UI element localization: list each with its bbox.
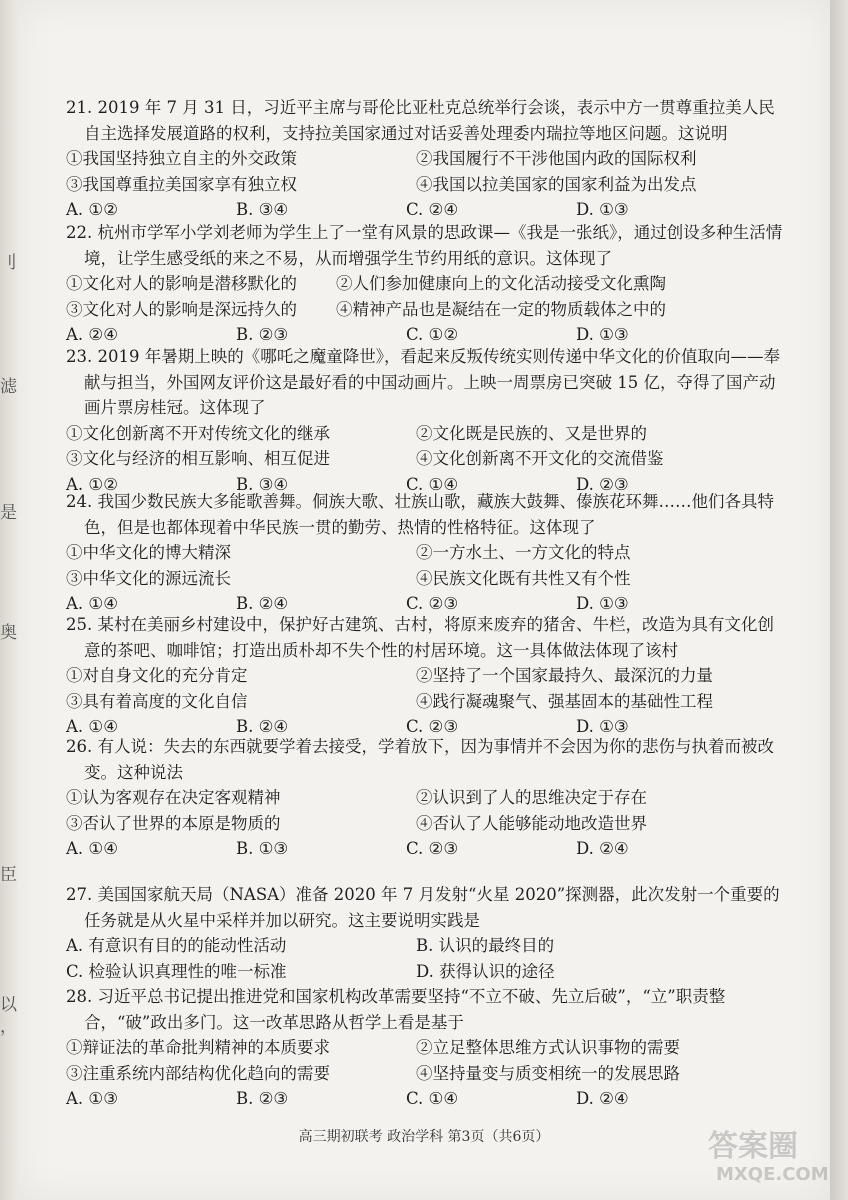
option-3: ③文化与经济的相互影响、相互促进 bbox=[66, 449, 330, 468]
bleed-char: 奥 bbox=[0, 623, 17, 643]
bleed-char: 滤 bbox=[0, 377, 17, 397]
question-stem: 22. 杭州市学军小学刘老师为学生上了一堂有风景的思政课—《我是一张纸》，通过创设多种生活情境，让学生感受纸的来之不易，从而增强学生节约用纸的意识。这体现了 bbox=[66, 223, 783, 268]
question-stem: 25. 某村在美丽乡村建设中，保护好古建筑、古村，将原来废弃的猪舍、牛栏，改造为具有文化创意的茶吧、咖啡馆；打造出质朴却不失个性的村居环境。这一具体做法体现了该村 bbox=[66, 615, 774, 660]
question-25 bbox=[66, 612, 786, 740]
option-4: ④民族文化既有共性又有个性 bbox=[416, 568, 631, 588]
option-4: ④文化创新离不开文化的交流借鉴 bbox=[416, 449, 664, 468]
option-3: ③中华文化的源远流长 bbox=[66, 568, 231, 588]
bleed-char: 刂 bbox=[0, 253, 17, 273]
logo-text: 答案圈 bbox=[708, 1129, 798, 1164]
choice-a: A. ②④ bbox=[66, 325, 118, 344]
page-footer: 高三期初联考 政治学科 第3页（共6页） bbox=[298, 1129, 550, 1145]
option-3: ③具有着高度的文化自信 bbox=[66, 691, 248, 711]
question-22 bbox=[66, 220, 786, 348]
option-2: ②认识到了人的思维决定于存在 bbox=[416, 788, 647, 807]
option-2: ②立足整体思维方式认识事物的需要 bbox=[416, 1038, 680, 1057]
choice-d: D. ②③ bbox=[576, 474, 629, 494]
option-1: ①对自身文化的充分肯定 bbox=[66, 666, 248, 685]
choice-b: B. ③④ bbox=[236, 474, 289, 494]
choice-a: A. ①③ bbox=[66, 1089, 118, 1108]
choice-b: B. ①③ bbox=[236, 839, 289, 858]
bleed-char: 是 bbox=[0, 503, 17, 523]
option-4: ④坚持量变与质变相统一的发展思路 bbox=[416, 1063, 680, 1083]
choice-a: A. ①④ bbox=[66, 594, 118, 613]
choice-b: B. ②④ bbox=[236, 717, 289, 736]
choice-a: A. ①② bbox=[66, 200, 118, 219]
question-stem: 23. 2019 年暑期上映的《哪吒之魔童降世》，看起来反叛传统实则传递中华文化的价值取向——奉献与担当，外国网友评价这是最好看的中国动画片。上映一周票房已突破 15 亿，夺得了国产动画片票房桂冠。这体现了 bbox=[66, 347, 780, 417]
question-stem: 21. 2019 年 7 月 31 日，习近平主席与哥伦比亚杜克总统举行会谈，表示中方一贯尊重拉美人民自主选择发展道路的权利，支持拉美国家通过对话妥善处理委内瑞拉等地区问题。这说明 bbox=[66, 98, 775, 143]
option-4: ④否认了人能够能动地改造世界 bbox=[416, 813, 647, 833]
choice-d: D. ①③ bbox=[576, 717, 629, 736]
choice-a: A. ①④ bbox=[66, 717, 118, 736]
choice-d: D. ②④ bbox=[576, 839, 629, 858]
option-4: ④精神产品也是凝结在一定的物质载体之中的 bbox=[336, 299, 666, 319]
option-2: ②文化既是民族的、又是世界的 bbox=[416, 423, 647, 443]
option-2: ②一方水土、一方文化的特点 bbox=[416, 543, 631, 562]
choice-c: C. 检验认识真理性的唯一标准 bbox=[66, 961, 287, 981]
choice-c: C. ①④ bbox=[406, 1089, 459, 1108]
choice-b: B. 认识的最终目的 bbox=[416, 936, 555, 955]
choice-c: C. ②③ bbox=[406, 839, 459, 858]
option-3: ③注重系统内部结构优化趋向的需要 bbox=[66, 1063, 330, 1083]
bleed-char: 臣 bbox=[0, 865, 17, 885]
logo-url: MXQE.COM bbox=[716, 1164, 829, 1185]
choice-b: B. ②③ bbox=[236, 1089, 289, 1108]
bleed-char: 以 bbox=[0, 995, 17, 1015]
choice-c: C. ①② bbox=[406, 325, 459, 344]
option-1: ①中华文化的博大精深 bbox=[66, 543, 231, 562]
choice-b: B. ③④ bbox=[236, 200, 289, 219]
question-23 bbox=[66, 344, 786, 497]
logo-icon bbox=[700, 1118, 830, 1188]
choice-a: A. ①② bbox=[66, 474, 118, 494]
question-stem: 26. 有人说：失去的东西就要学着去接受，学着放下，因为事情并不会因为你的悲伤与执着而被改变。这种说法 bbox=[66, 737, 774, 782]
choice-c: C. ②③ bbox=[406, 717, 459, 736]
choice-d: D. ①③ bbox=[576, 594, 629, 613]
choice-d: D. 获得认识的途径 bbox=[416, 961, 555, 981]
question-stem: 24. 我国少数民族大多能歌善舞。侗族大歌、壮族山歌，藏族大鼓舞、傣族花环舞……他们各具特色，但是也都体现着中华民族一贯的勤劳、热情的性格特征。这体现了 bbox=[66, 492, 774, 537]
question-27 bbox=[66, 882, 786, 984]
option-1: ①我国坚持独立自主的外交政策 bbox=[66, 149, 297, 168]
option-1: ①认为客观存在决定客观精神 bbox=[66, 788, 281, 807]
choice-b: B. ②③ bbox=[236, 325, 289, 344]
option-3: ③文化对人的影响是深远持久的 bbox=[66, 299, 297, 319]
choice-d: D. ①③ bbox=[576, 325, 629, 344]
question-24 bbox=[66, 489, 786, 617]
question-28 bbox=[66, 984, 786, 1112]
choice-c: C. ②④ bbox=[406, 200, 459, 219]
option-1: ①文化对人的影响是潜移默化的 bbox=[66, 274, 297, 293]
option-1: ①文化创新离不开对传统文化的继承 bbox=[66, 423, 330, 443]
option-4: ④我国以拉美国家的国家利益为出发点 bbox=[416, 174, 697, 194]
page-right-edge bbox=[830, 0, 848, 1200]
question-stem: 27. 美国国家航天局（NASA）准备 2020 年 7 月发射“火星 2020”探测器，此次发射一个重要的任务就是从火星中采样并加以研究。这主要说明实践是 bbox=[66, 885, 780, 930]
choice-c: C. ①④ bbox=[406, 474, 459, 494]
choice-b: B. ②④ bbox=[236, 594, 289, 613]
choice-a: A. ①④ bbox=[66, 839, 118, 858]
option-2: ②坚持了一个国家最持久、最深沉的力量 bbox=[416, 666, 713, 685]
option-3: ③否认了世界的本原是物质的 bbox=[66, 813, 281, 833]
choice-d: D. ①③ bbox=[576, 200, 629, 219]
choice-a: A. 有意识有目的的能动性活动 bbox=[66, 936, 287, 955]
bleed-char: ， bbox=[0, 1017, 17, 1037]
question-26 bbox=[66, 734, 786, 862]
option-4: ④践行凝魂聚气、强基固本的基础性工程 bbox=[416, 691, 713, 711]
option-3: ③我国尊重拉美国家享有独立权 bbox=[66, 174, 297, 194]
option-1: ①辩证法的革命批判精神的本质要求 bbox=[66, 1038, 330, 1057]
question-stem: 28. 习近平总书记提出推进党和国家机构改革需要坚持“不立不破、先立后破”，“立”职责整合，“破”政出多门。这一改革思路从哲学上看是基于 bbox=[66, 987, 726, 1032]
option-2: ②人们参加健康向上的文化活动接受文化熏陶 bbox=[336, 274, 666, 293]
option-2: ②我国履行不干涉他国内政的国际权利 bbox=[416, 149, 697, 168]
question-21 bbox=[66, 95, 786, 223]
choice-c: C. ②③ bbox=[406, 594, 459, 613]
choice-d: D. ②④ bbox=[576, 1089, 629, 1108]
watermark-logo bbox=[700, 1118, 830, 1188]
